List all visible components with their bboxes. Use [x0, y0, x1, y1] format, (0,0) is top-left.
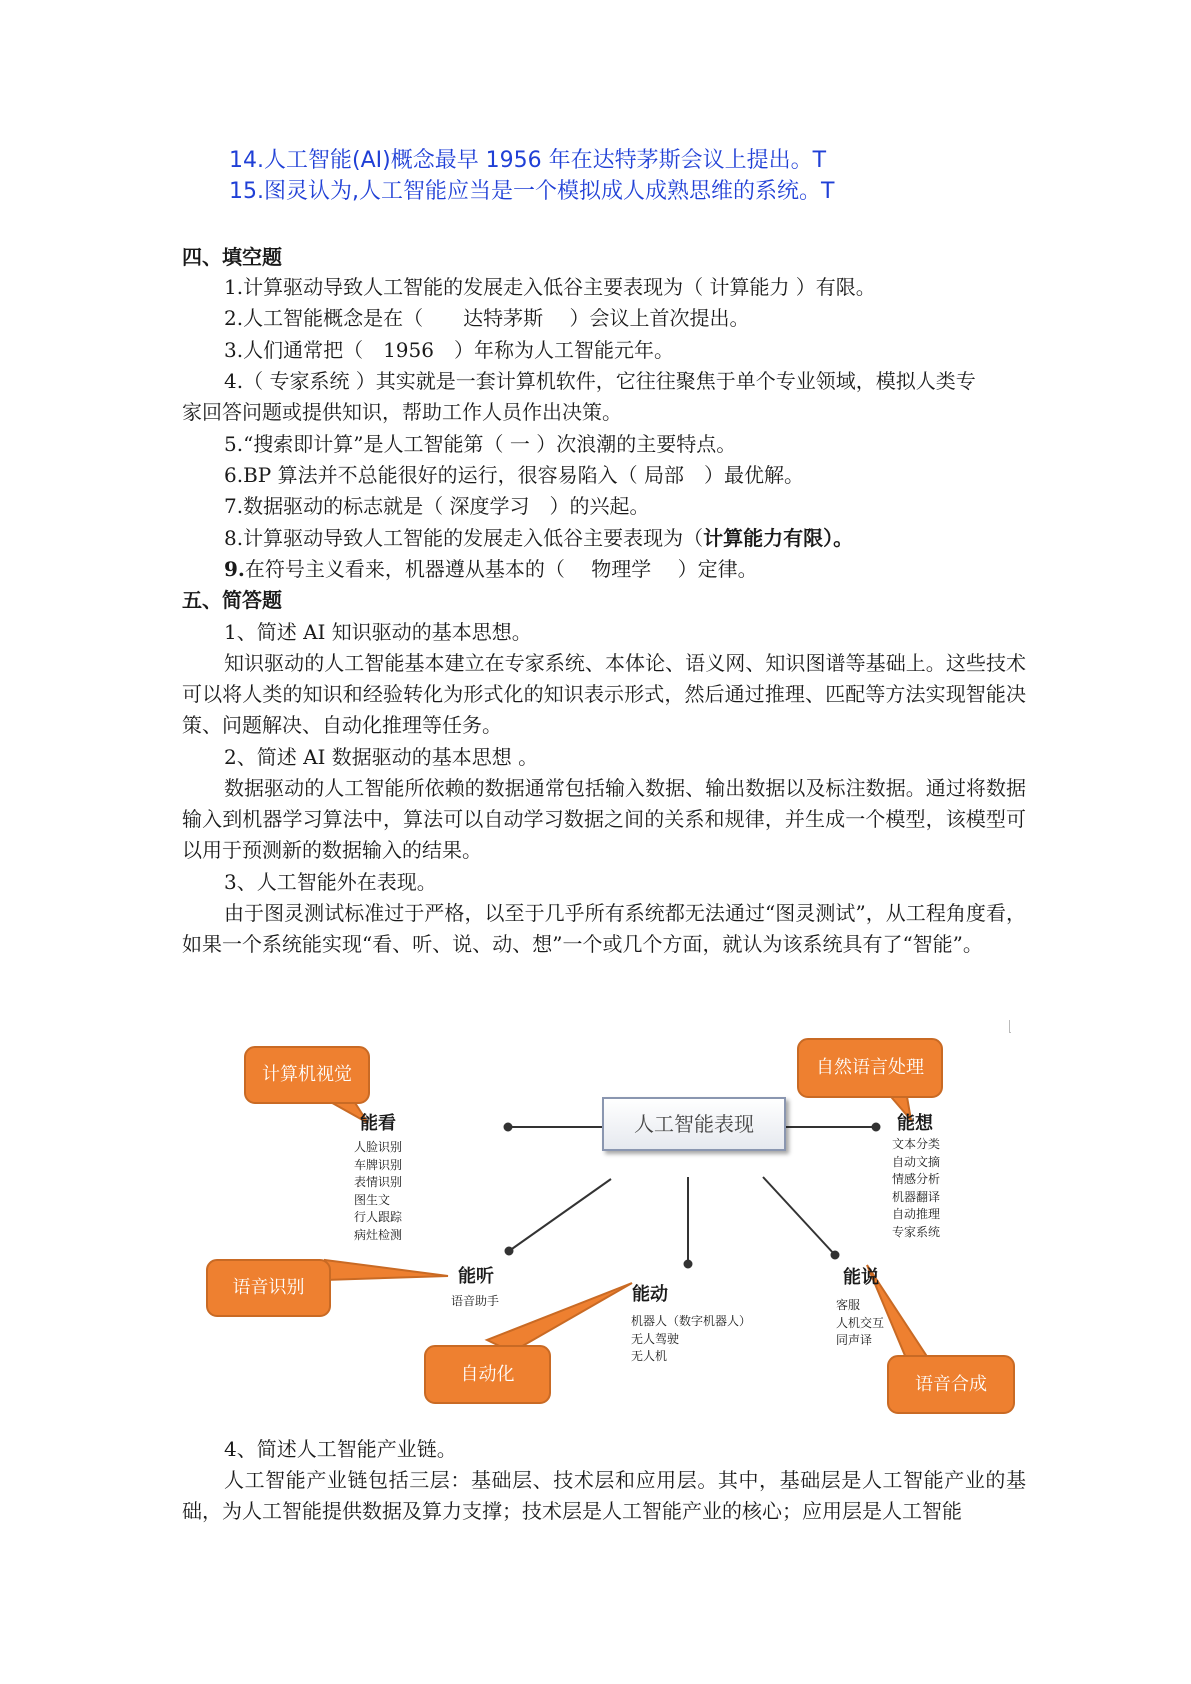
callout-yuyin-hecheng: 语音合成 [887, 1355, 1015, 1414]
callout-zidonghua: 自动化 [424, 1345, 551, 1404]
short-question-3-title: 3、人工智能外在表现。 [224, 870, 437, 894]
fill-question-7: 7.数据驱动的标志就是（ 深度学习 ）的兴起。 [224, 494, 650, 518]
short-question-2-answer: 数据驱动的人工智能所依赖的数据通常包括输入数据、输出数据以及标注数据。通过将数据输入到机器学习算法中，算法可以自动学习数据之间的关系和规律，并生成一个模型，该模型可以用于预测新的数据输入的结果。 [182, 776, 1026, 862]
connector-left-dot [505, 1124, 512, 1131]
tail-yuyin-shibie [325, 1260, 448, 1280]
ability-dong-list [631, 1313, 751, 1366]
list-item: 车牌识别 [354, 1157, 403, 1172]
ability-ting-list [451, 1293, 499, 1311]
list-item: 行人跟踪 [354, 1210, 403, 1224]
list-item: 无人机 [631, 1349, 668, 1363]
short-question-3-answer: 由于图灵测试标准过于严格，以至于几乎所有系统都无法通过“图灵测试”，从工程角度看，如果一个系统能实现“看、听、说、动、想”一个或几个方面，就认为该系统具有了“智能”。 [182, 901, 1026, 956]
list-item: 情感分析 [892, 1172, 941, 1186]
connector-dong-dot [685, 1261, 692, 1268]
short-question-4-title: 4、简述人工智能产业链。 [224, 1437, 457, 1461]
diagram-center-box: 人工智能表现 [602, 1097, 786, 1151]
connector-right-dot [873, 1124, 880, 1131]
fill-question-6: 6.BP 算法并不总能很好的运行，很容易陷入（ 局部 ）最优解。 [224, 463, 804, 487]
callout-jisuanji-shijue: 计算机视觉 [244, 1046, 370, 1104]
tf-answer-14: 14.人工智能(AI)概念最早 1956 年在达特茅斯会议上提出。T [229, 148, 827, 173]
fill-question-5: 5.“搜索即计算”是人工智能第（ 一 ）次浪潮的主要特点。 [224, 432, 737, 456]
list-item: 客服 [836, 1298, 861, 1312]
fill-question-4-line1: 4.（ 专家系统 ）其实就是一套计算机软件，它往往聚焦于单个专业领域，模拟人类专 [224, 369, 976, 393]
list-item: 机器翻译 [892, 1189, 941, 1204]
fill-question-9-number: 9. [224, 557, 245, 581]
fill-question-9-text: 在符号主义看来，机器遵从基本的（ 物理学 ）定律。 [244, 557, 758, 581]
list-item: 人脸识别 [354, 1140, 403, 1154]
fill-question-2: 2.人工智能概念是在（ 达特茅斯 ）会议上首次提出。 [224, 306, 750, 330]
ability-kan-list [354, 1139, 402, 1244]
list-item: 文本分类 [892, 1137, 941, 1151]
list-item: 病灶检测 [354, 1227, 403, 1242]
list-item: 同声译 [836, 1333, 873, 1347]
list-item: 人机交互 [836, 1315, 885, 1330]
ability-kan-title: 能看 [360, 1113, 396, 1134]
connector-ting [509, 1179, 611, 1251]
list-item: 图生文 [354, 1192, 391, 1207]
connector-shuo-dot [832, 1252, 839, 1259]
section-heading-short-answer: 五、简答题 [182, 588, 282, 612]
connector-shuo [763, 1177, 835, 1255]
ability-shuo-title: 能说 [843, 1267, 879, 1288]
ability-shuo-list [836, 1297, 884, 1350]
fill-question-8-answer: 计算能力有限）。 [703, 526, 854, 550]
list-item: 语音助手 [451, 1294, 500, 1308]
section-heading-fill-in: 四、填空题 [182, 245, 282, 269]
short-question-1-answer: 知识驱动的人工智能基本建立在专家系统、本体论、语义网、知识图谱等基础上。这些技术可以将人类的知识和经验转化为形式化的知识表示形式，然后通过推理、匹配等方法实现智能决策、问题解决、自动化推理等任务。 [182, 651, 1026, 737]
connector-ting-dot [506, 1248, 513, 1255]
ability-ting-title: 能听 [458, 1266, 494, 1287]
callout-yuyin-shibie: 语音识别 [206, 1259, 331, 1317]
tf-answer-15: 15.图灵认为,人工智能应当是一个模拟成人成熟思维的系统。T [229, 179, 835, 204]
short-question-1-title: 1、简述 AI 知识驱动的基本思想。 [224, 620, 532, 644]
ability-dong-title: 能动 [632, 1284, 668, 1305]
short-question-2-title: 2、简述 AI 数据驱动的基本思想 。 [224, 745, 539, 769]
fill-question-3: 3.人们通常把（ 1956 ）年称为人工智能元年。 [224, 338, 674, 362]
short-question-4-answer: 人工智能产业链包括三层：基础层、技术层和应用层。其中，基础层是人工智能产业的基础，为人工智能提供数据及算力支撑；技术层是人工智能产业的核心；应用层是人工智能 [182, 1468, 1026, 1523]
list-item: 自动文摘 [892, 1154, 941, 1169]
list-item: 自动推理 [892, 1207, 941, 1221]
tail-zidonghua [487, 1283, 632, 1352]
list-item: 机器人（数字机器人） [631, 1314, 752, 1328]
fill-question-8-text: 8.计算驱动导致人工智能的发展走入低谷主要表现为（ [224, 526, 704, 550]
fill-question-4-line2: 家回答问题或提供知识，帮助工作人员作出决策。 [182, 400, 622, 424]
list-item: 表情识别 [354, 1175, 403, 1189]
list-item: 专家系统 [892, 1224, 941, 1239]
fill-question-1: 1.计算驱动导致人工智能的发展走入低谷主要表现为（ 计算能力 ）有限。 [224, 275, 876, 299]
callout-ziran-yuyan: 自然语言处理 [797, 1038, 943, 1098]
list-item: 无人驾驶 [631, 1331, 680, 1346]
ability-xiang-title: 能想 [897, 1113, 933, 1134]
ability-xiang-list [892, 1136, 940, 1241]
